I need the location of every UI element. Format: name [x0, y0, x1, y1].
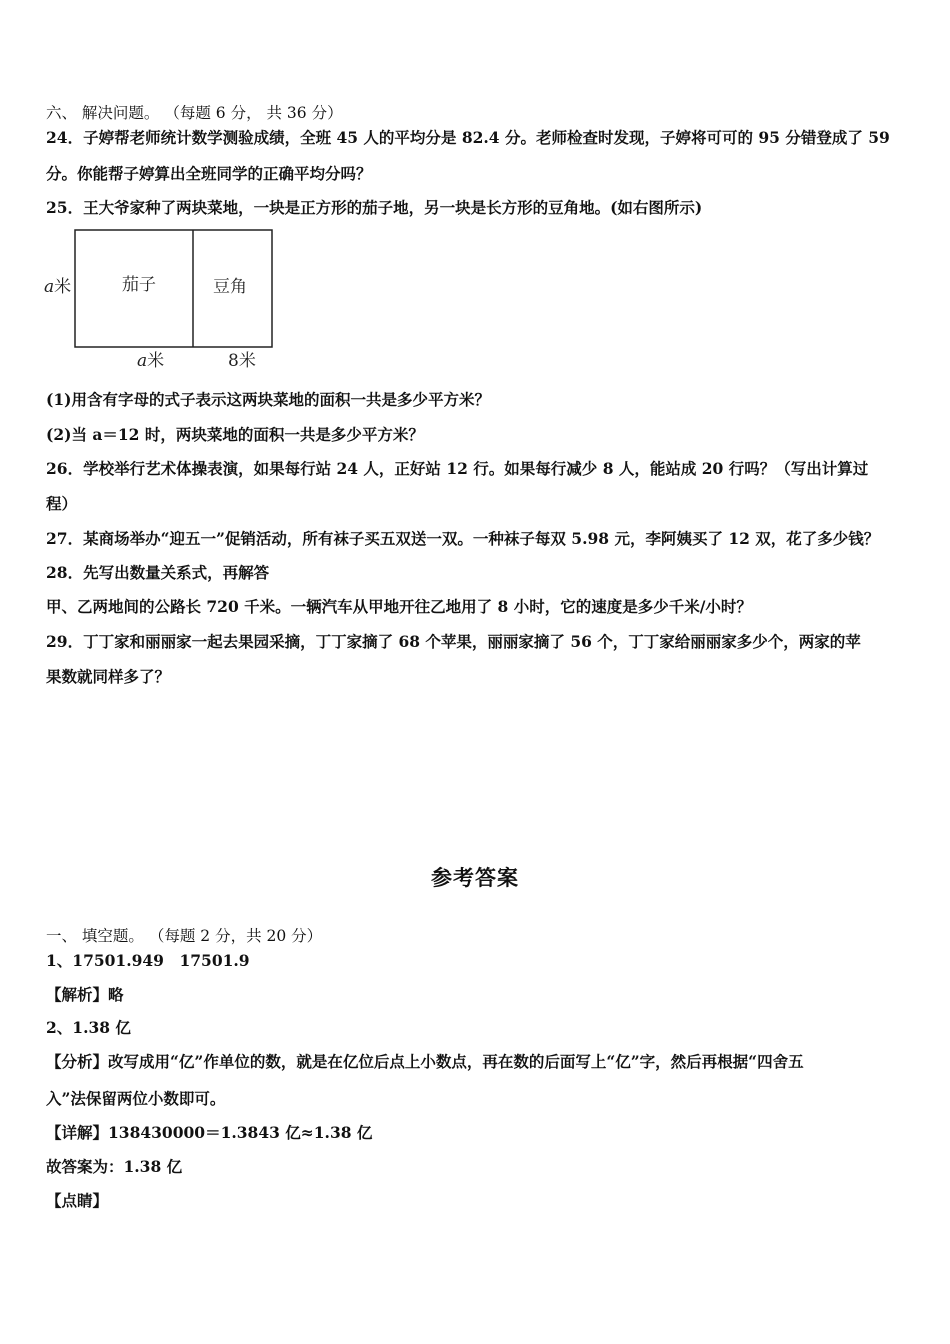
answer-2-comment: 【点睛】: [46, 1191, 109, 1210]
question-24-line-1: 24．子婷帮老师统计数学测验成绩，全班 45 人的平均分是 82.4 分。老师检查时发现，子婷将可可的 95 分错登成了 59: [46, 128, 890, 147]
answer-1: 1、17501.949 17501.9: [46, 951, 250, 970]
question-29-line-1: 29．丁丁家和丽丽家一起去果园采摘，丁丁家摘了 68 个苹果，丽丽家摘了 56 个，丁丁家给丽丽家多少个，两家的苹: [46, 632, 861, 651]
bottom-square-label: a米: [137, 351, 165, 371]
question-25: 25．王大爷家种了两块菜地，一块是正方形的茄子地，另一块是长方形的豆角地。(如右图所示): [46, 198, 703, 217]
answer-1-analysis: 【解析】略: [46, 985, 124, 1004]
answers-title: 参考答案: [431, 865, 519, 890]
question-25-part-1: (1)用含有字母的式子表示这两块菜地的面积一共是多少平方米？: [46, 390, 490, 409]
question-26-line-1: 26．学校举行艺术体操表演，如果每行站 24 人，正好站 12 行。如果每行减少 8 人，能站成 20 行吗？（写出计算过: [46, 459, 869, 478]
eggplant-plot-label: 茄子: [122, 275, 156, 295]
question-28-body: 甲、乙两地间的公路长 720 千米。一辆汽车从甲地开往乙地用了 8 小时，它的速度是多少千米/小时？: [46, 597, 752, 616]
question-26-line-2: 程）: [46, 494, 78, 513]
bottom-rect-label: 8米: [228, 351, 256, 371]
answers-section-1-header: 一、 填空题。 （每题 2 分，共 20 分）: [46, 927, 323, 945]
question-25-part-2: (2)当 a＝12 时，两块菜地的面积一共是多少平方米？: [46, 425, 424, 444]
vegetable-plot-diagram: [40, 226, 290, 376]
question-24-line-2: 分。你能帮子婷算出全班同学的正确平均分吗？: [46, 164, 372, 183]
answer-2: 2、1.38 亿: [46, 1018, 131, 1037]
question-29-line-2: 果数就同样多了？: [46, 667, 171, 686]
question-27: 27．某商场举办“迎五一”促销活动，所有袜子买五双送一双。一种袜子每双 5.98 元，李阿姨买了 12 双，花了多少钱？: [46, 529, 880, 548]
answer-2-conclusion: 故答案为：1.38 亿: [46, 1157, 183, 1176]
bean-plot-label: 豆角: [213, 277, 247, 297]
answer-2-analysis-line-2: 入”法保留两位小数即可。: [46, 1089, 226, 1108]
answer-2-analysis-line-1: 【分析】改写成用“亿”作单位的数，就是在亿位后点上小数点，再在数的后面写上“亿”字，然后再根据“四舍五: [46, 1052, 804, 1071]
answer-2-detail: 【详解】138430000＝1.3843 亿≈1.38 亿: [46, 1123, 373, 1142]
question-28: 28．先写出数量关系式，再解答: [46, 563, 270, 582]
left-side-label: a米: [44, 277, 72, 297]
section-6-header: 六、 解决问题。 （每题 6 分， 共 36 分）: [46, 104, 343, 122]
